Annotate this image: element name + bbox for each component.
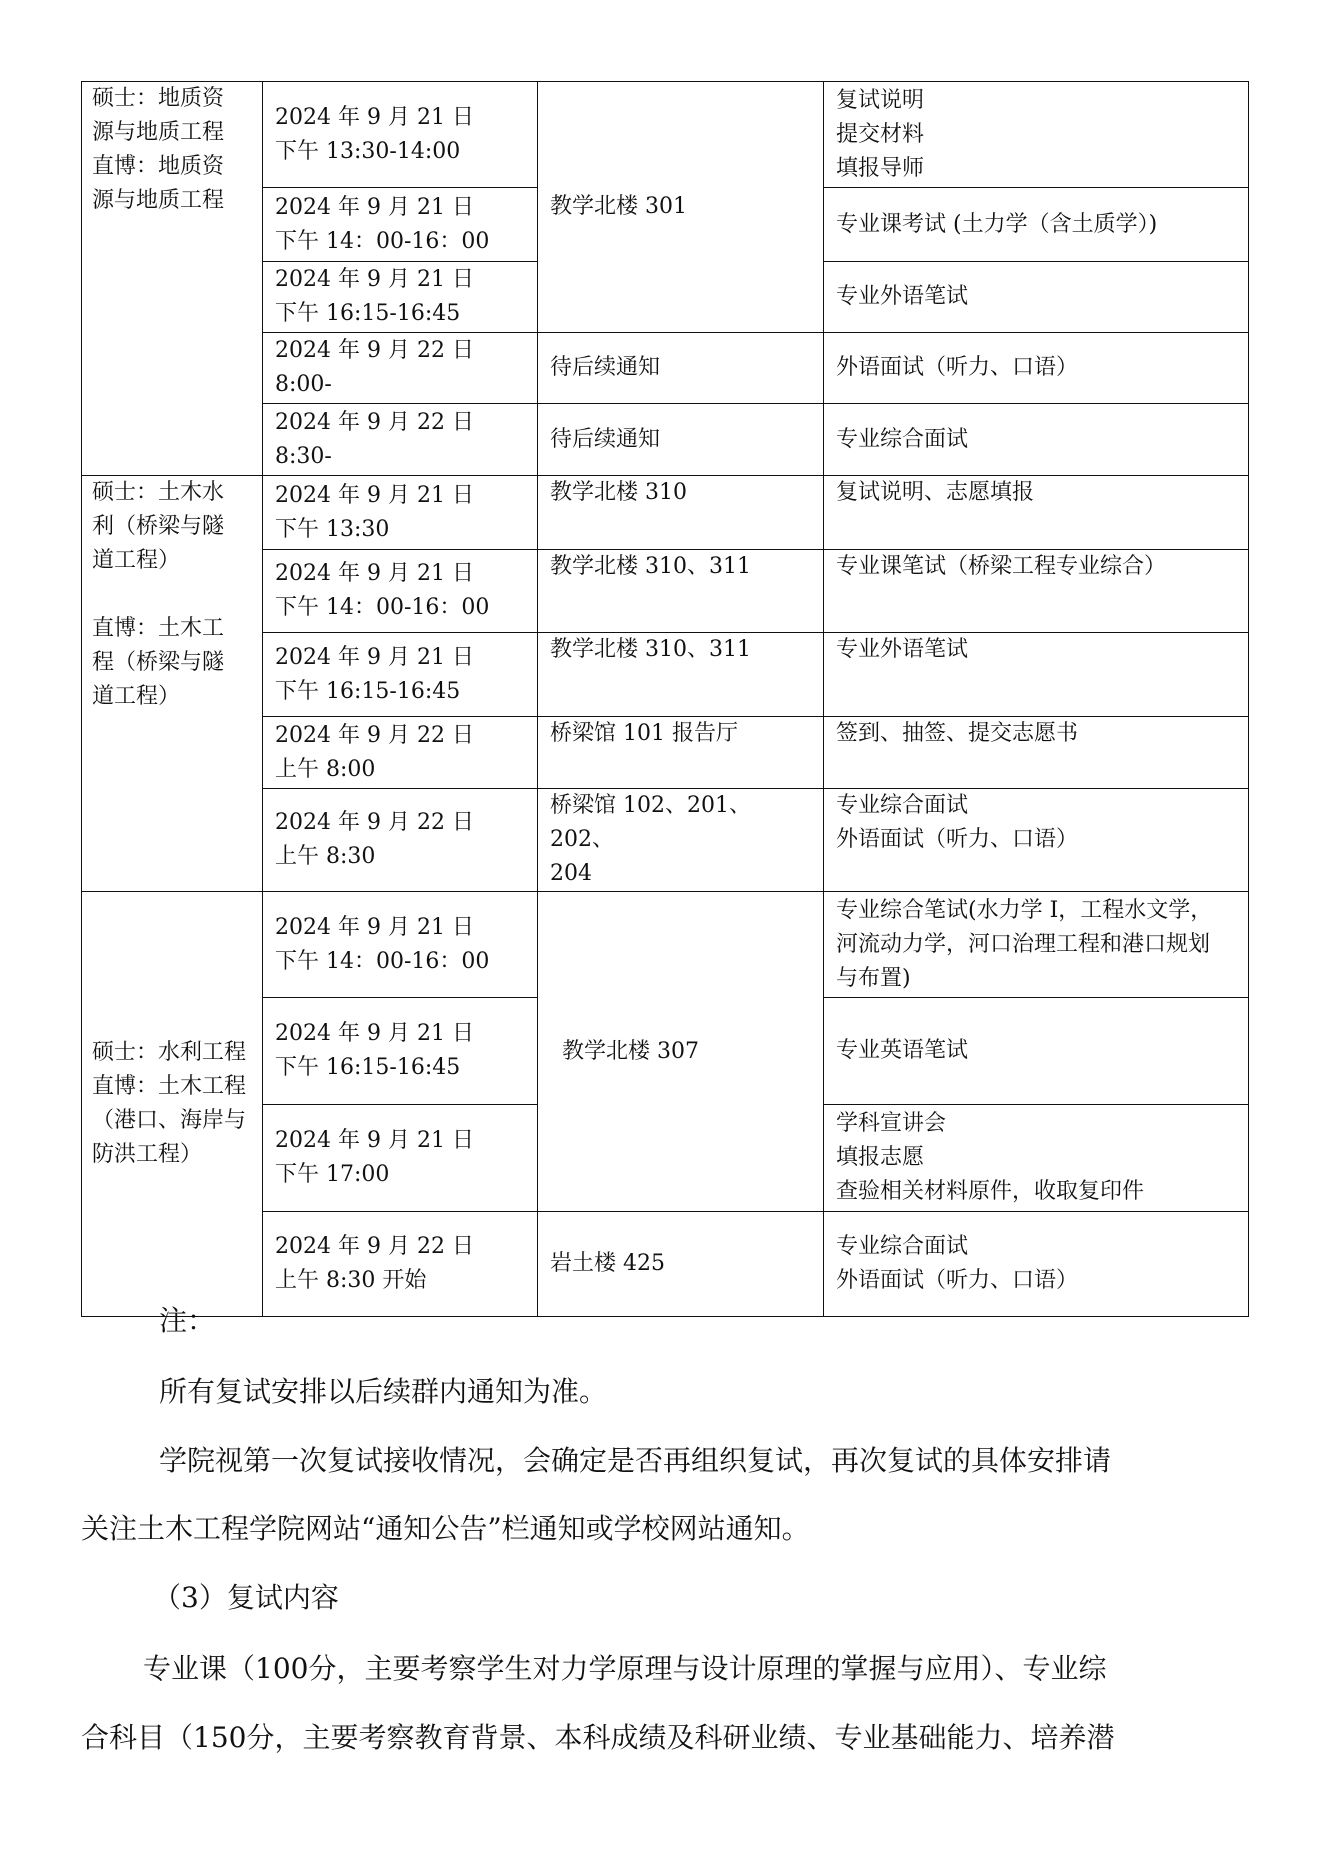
content-cell: 专业综合面试 外语面试（听力、口语） (824, 1212, 1249, 1317)
content-cell: 专业课考试 (土力学（含土质学）) (824, 188, 1249, 262)
major-cell: 硕士：水利工程 直博：土木工程 （港口、海岸与 防洪工程） (82, 892, 263, 1317)
time-cell: 2024 年 9 月 22 日 8:00- (263, 333, 538, 404)
time-cell: 2024 年 9 月 21 日 下午 14：00-16：00 (263, 892, 538, 998)
table-row (82, 892, 1249, 998)
content-cell: 复试说明、志愿填报 (824, 476, 1249, 550)
location-cell: 桥梁馆 101 报告厅 (538, 717, 824, 789)
content-cell: 专业综合面试 (824, 404, 1249, 476)
location-cell: 岩土楼 425 (538, 1212, 824, 1317)
time-cell: 2024 年 9 月 22 日 上午 8:30 (263, 789, 538, 892)
note-paragraph: 所有复试安排以后续群内通知为准。 (159, 1375, 608, 1408)
content-cell: 外语面试（听力、口语） (824, 333, 1249, 404)
content-cell: 签到、抽签、提交志愿书 (824, 717, 1249, 789)
content-cell: 专业课笔试（桥梁工程专业综合） (824, 550, 1249, 633)
location-cell: 待后续通知 (538, 404, 824, 476)
note-paragraph: 学院视第一次复试接收情况，会确定是否再组织复试，再次复试的具体安排请 (159, 1444, 1112, 1477)
note-paragraph: 关注土木工程学院网站“通知公告”栏通知或学校网站通知。 (81, 1512, 810, 1545)
location-cell: 教学北楼 301 (538, 82, 824, 333)
major-cell: 硕士：土木水 利（桥梁与隧 道工程） 直博：土木工 程（桥梁与隧 道工程） (82, 476, 263, 892)
major-cell: 硕士：地质资 源与地质工程 直博：地质资 源与地质工程 (82, 82, 263, 476)
section-heading: （3）复试内容 (153, 1581, 339, 1614)
schedule-table (81, 81, 1249, 1317)
time-cell: 2024 年 9 月 21 日 下午 13:30 (263, 476, 538, 550)
content-cell: 复试说明 提交材料 填报导师 (824, 82, 1249, 188)
note-label: 注： (159, 1304, 216, 1337)
content-cell: 学科宣讲会 填报志愿 查验相关材料原件，收取复印件 (824, 1105, 1249, 1212)
table-row (82, 82, 1249, 188)
content-cell: 专业综合笔试(水力学 I，工程水文学， 河流动力学，河口治理工程和港口规划 与布置) (824, 892, 1249, 998)
time-cell: 2024 年 9 月 21 日 下午 16:15-16:45 (263, 262, 538, 333)
time-cell: 2024 年 9 月 21 日 下午 17:00 (263, 1105, 538, 1212)
location-cell: 教学北楼 307 (538, 892, 824, 1212)
location-cell: 桥梁馆 102、201、202、 204 (538, 789, 824, 892)
table-row (82, 476, 1249, 550)
time-cell: 2024 年 9 月 21 日 下午 16:15-16:45 (263, 998, 538, 1105)
content-cell: 专业外语笔试 (824, 633, 1249, 717)
time-cell: 2024 年 9 月 21 日 下午 13:30-14:00 (263, 82, 538, 188)
time-cell: 2024 年 9 月 22 日 上午 8:30 开始 (263, 1212, 538, 1317)
content-cell: 专业英语笔试 (824, 998, 1249, 1105)
time-cell: 2024 年 9 月 21 日 下午 14：00-16：00 (263, 188, 538, 262)
location-cell: 教学北楼 310、311 (538, 550, 824, 633)
time-cell: 2024 年 9 月 22 日 上午 8:00 (263, 717, 538, 789)
body-paragraph: 专业课（100分，主要考察学生对力学原理与设计原理的掌握与应用）、专业综 (143, 1652, 1107, 1685)
location-cell: 教学北楼 310 (538, 476, 824, 550)
content-cell: 专业外语笔试 (824, 262, 1249, 333)
time-cell: 2024 年 9 月 21 日 下午 14：00-16：00 (263, 550, 538, 633)
location-cell: 待后续通知 (538, 333, 824, 404)
time-cell: 2024 年 9 月 22 日 8:30- (263, 404, 538, 476)
time-cell: 2024 年 9 月 21 日 下午 16:15-16:45 (263, 633, 538, 717)
content-cell: 专业综合面试 外语面试（听力、口语） (824, 789, 1249, 892)
location-cell: 教学北楼 310、311 (538, 633, 824, 717)
body-paragraph: 合科目（150分，主要考察教育背景、本科成绩及科研业绩、专业基础能力、培养潜 (81, 1721, 1115, 1754)
